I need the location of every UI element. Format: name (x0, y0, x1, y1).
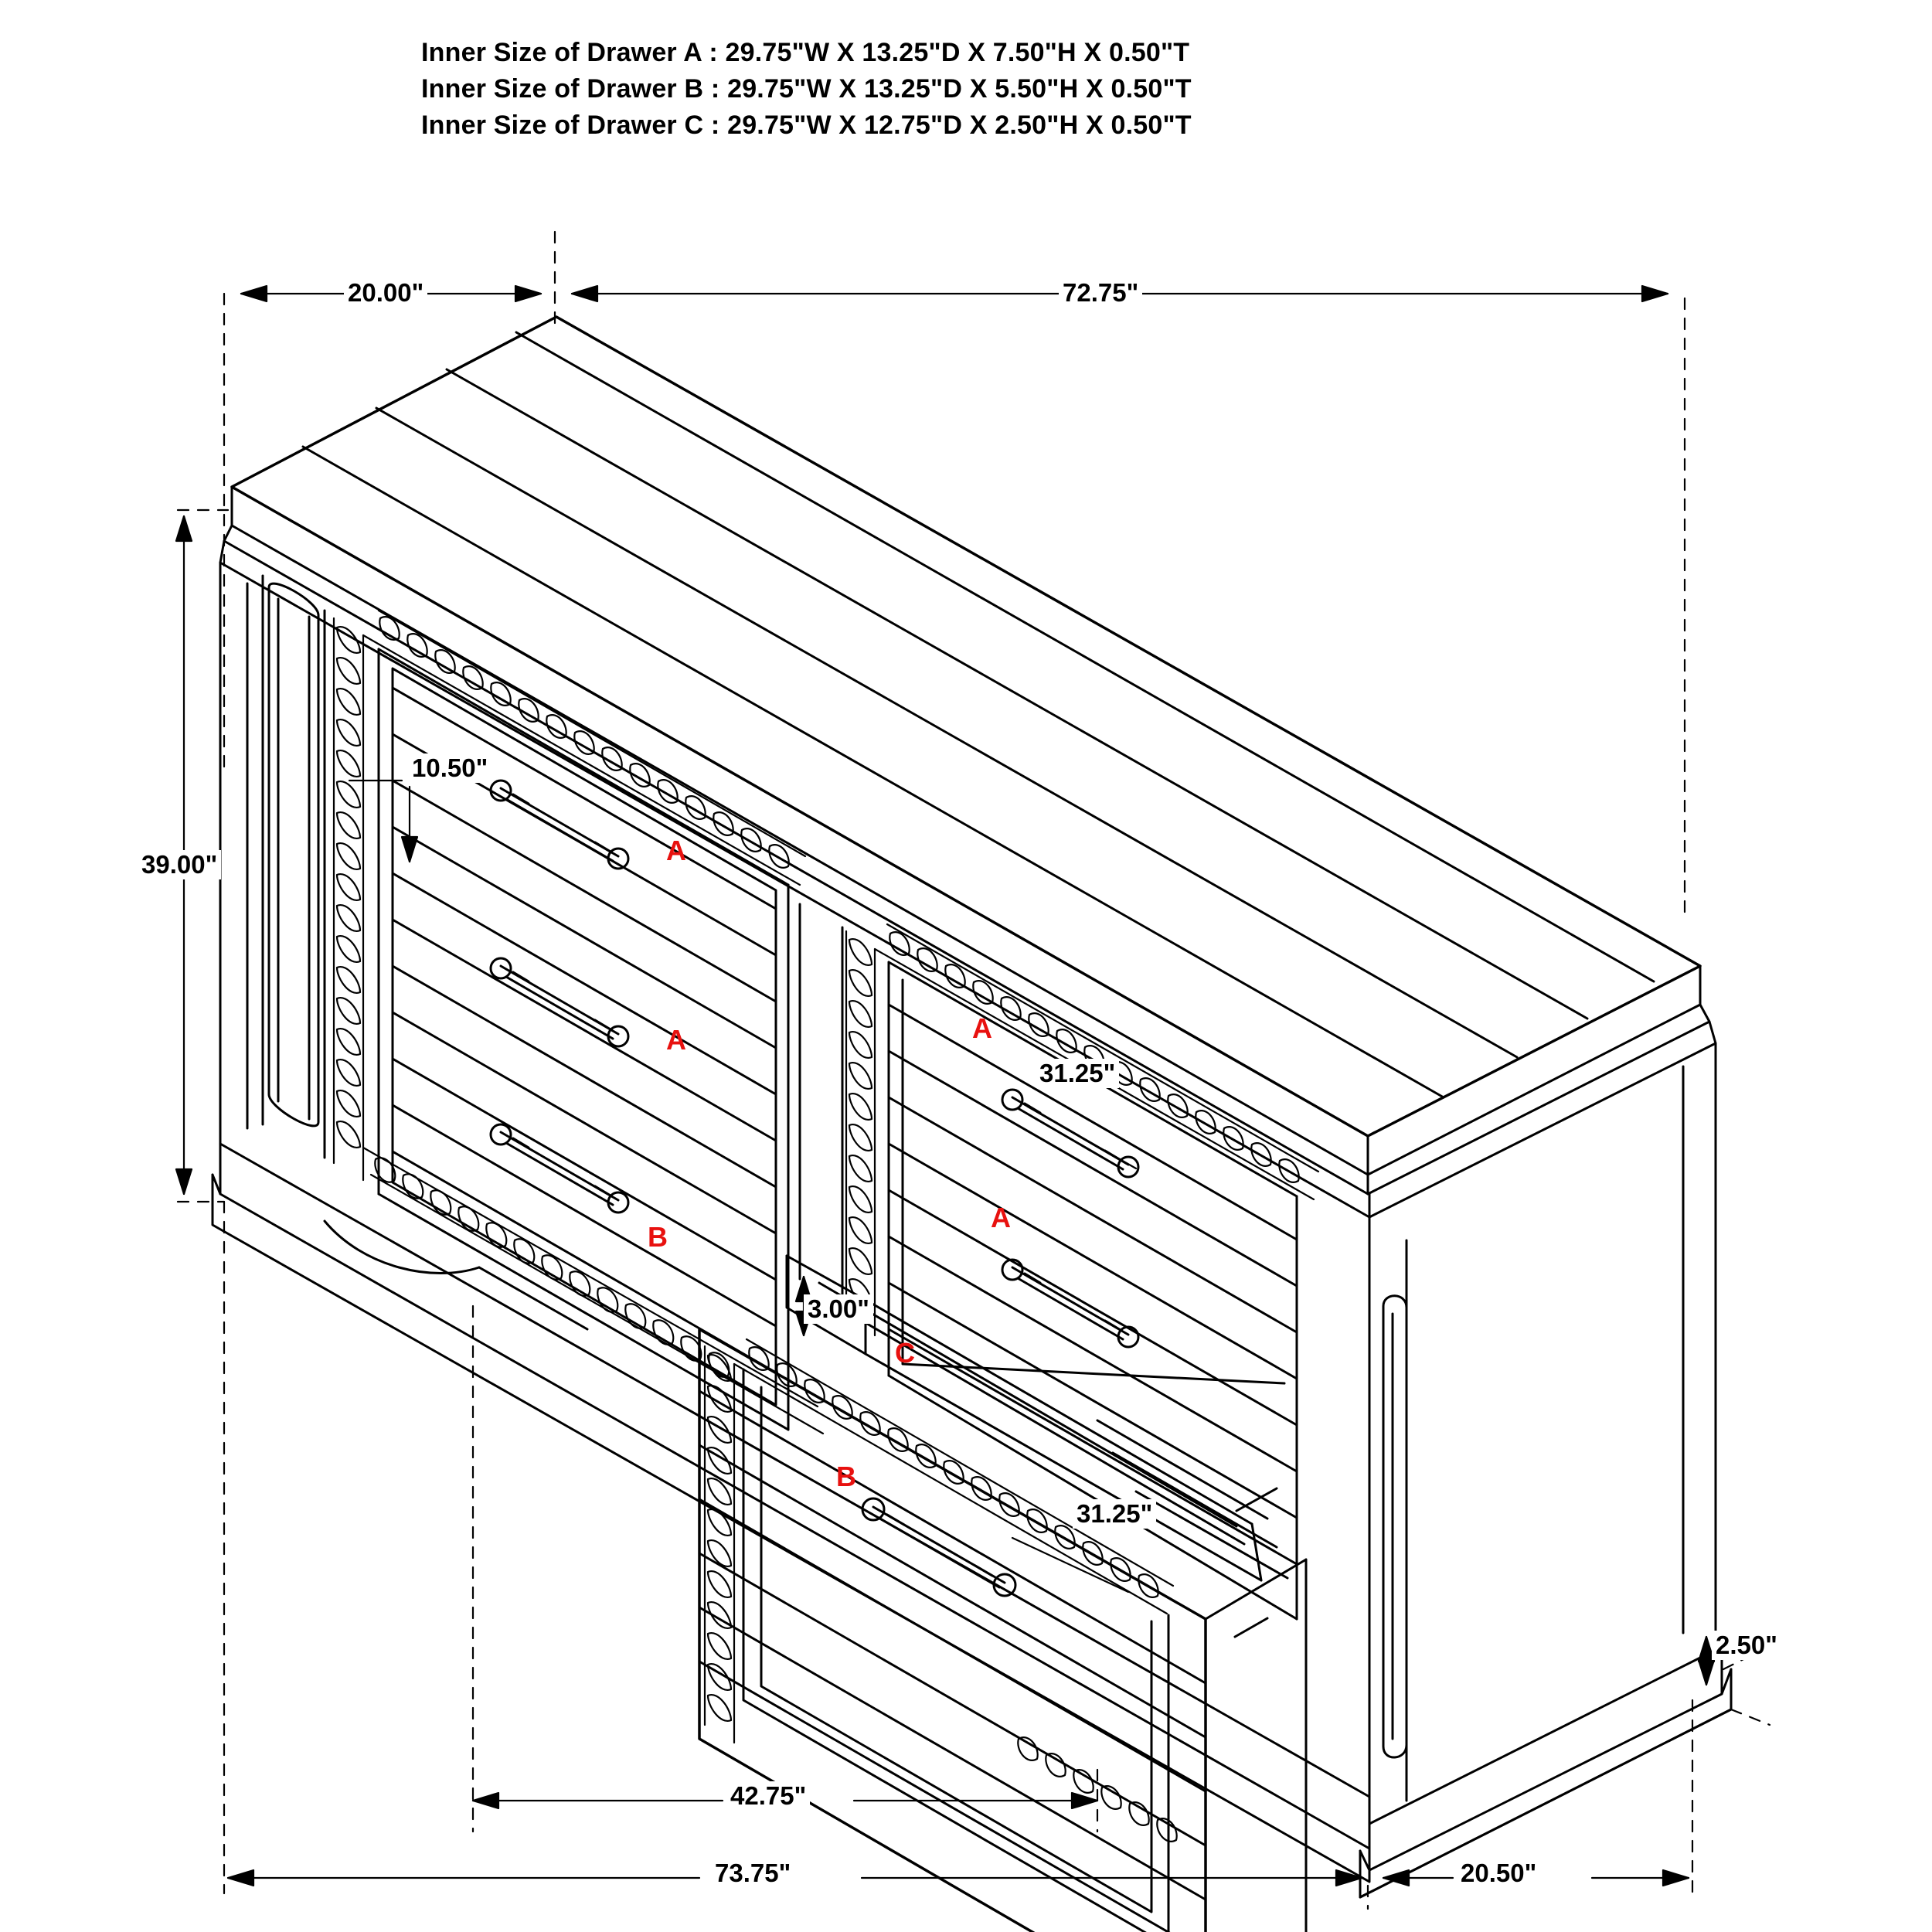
right-side-panel (1360, 1043, 1731, 1897)
dim-label-top-width: 72.75" (1059, 278, 1142, 308)
drawer-label-b2: B (836, 1461, 856, 1492)
spec-note-b: Inner Size of Drawer B : 29.75"W X 13.25"D X 5.50"H X 0.50"T (421, 74, 1192, 104)
open-drawer-b (699, 1329, 1306, 1932)
dim-label-handle-lower: 31.25" (1073, 1499, 1156, 1529)
center-pilaster (800, 904, 842, 1306)
drawer-label-a1: A (666, 835, 686, 866)
carved-molding-bottom-left (363, 1148, 823, 1434)
dim-label-small-drawer-height: 3.00" (804, 1294, 873, 1324)
drawer-label-b1: B (648, 1221, 668, 1253)
dim-label-handle-upper: 31.25" (1036, 1059, 1119, 1088)
carved-molding-left (334, 618, 363, 1180)
dim-label-open-drawer-width: 42.75" (726, 1781, 810, 1811)
dim-label-overall-width: 73.75" (711, 1859, 794, 1888)
spec-note-a: Inner Size of Drawer A : 29.75"W X 13.25"D X 7.50"H X 0.50"T (421, 38, 1190, 67)
drawer-label-a2: A (666, 1024, 686, 1056)
dim-label-top-depth: 20.00" (344, 278, 427, 308)
front-face-frame (213, 563, 1369, 1882)
dim-label-height: 39.00" (138, 850, 221, 879)
spec-note-c: Inner Size of Drawer C : 29.75"W X 12.75"D X 2.50"H X 0.50"T (421, 111, 1192, 140)
drawer-label-a3: A (972, 1012, 992, 1044)
dim-label-drawer-depth: 10.50" (408, 753, 492, 783)
drawer-label-a4: A (991, 1202, 1011, 1233)
drawer-label-c1: C (895, 1337, 915, 1369)
left-pilaster (263, 576, 325, 1158)
dim-label-overall-depth: 20.50" (1457, 1859, 1540, 1888)
dim-label-base-height: 2.50" (1712, 1631, 1781, 1660)
